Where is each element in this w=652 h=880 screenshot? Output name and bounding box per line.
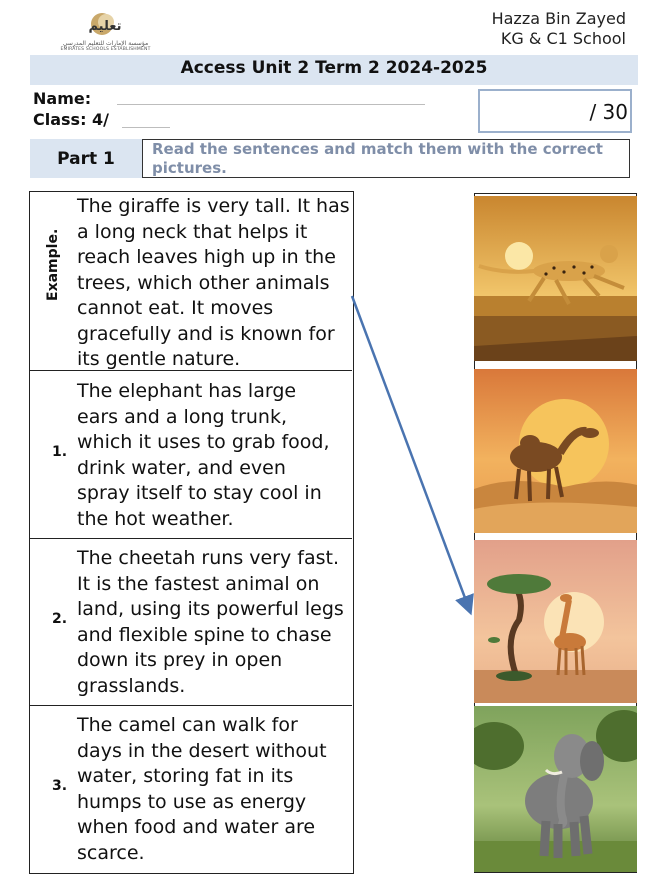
example-marker: Example. — [45, 228, 61, 301]
sentence-line: water, storing fat in its — [77, 765, 294, 787]
elephant-picture[interactable] — [474, 706, 637, 872]
sentence-line: cannot eat. It moves — [77, 297, 274, 319]
sentence-example — [77, 194, 352, 373]
name-label: Name: — [33, 89, 92, 108]
sentence-line: The giraffe is very tall. It has — [77, 195, 350, 217]
worksheet-title: Access Unit 2 Term 2 2024-2025 — [180, 58, 488, 78]
sentence-line: days in the desert without — [77, 739, 327, 762]
sentence-line: land, using its powerful legs — [77, 598, 344, 620]
row-divider — [29, 538, 352, 539]
sentence-line: reach leaves high up in the — [77, 246, 336, 268]
logo-english-text: EMIRATES SCHOOLS ESTABLISHMENT — [60, 47, 151, 52]
sentence-line: trees, which other animals — [77, 271, 330, 294]
sentence-line: The cheetah runs very fast. — [77, 547, 340, 569]
sentence-number-3: 3. — [52, 778, 68, 794]
sentence-line: humps to use as energy — [77, 790, 307, 813]
sentence-line: which it uses to grab food, — [77, 431, 330, 453]
sentence-line: ears and a long trunk, — [77, 405, 287, 428]
camel-picture[interactable] — [474, 369, 637, 533]
sentence-line: the hot weather. — [77, 507, 234, 530]
sentence-3 — [77, 713, 352, 866]
giraffe-picture[interactable] — [474, 540, 637, 703]
sentence-line: The camel can walk for — [77, 714, 298, 736]
sentence-1 — [77, 379, 352, 532]
school-line-2: KG & C1 School — [500, 29, 626, 48]
school-name — [492, 9, 626, 49]
score-total: / 30 — [589, 100, 628, 124]
class-field[interactable] — [122, 127, 170, 128]
sentence-line: when food and water are — [77, 816, 316, 838]
sentence-number-1: 1. — [52, 444, 68, 460]
sentence-line: scarce. — [77, 841, 145, 864]
name-field[interactable] — [117, 104, 425, 105]
sentence-line: down its prey in open — [77, 649, 283, 671]
part-label: Part 1 — [30, 139, 143, 178]
sentence-line: its gentle nature. — [77, 348, 241, 370]
sentence-line: drink water, and even — [77, 456, 286, 479]
logo-arabic-text: مؤسسة الإمارات للتعليم المدرسي — [62, 40, 149, 47]
class-label: Class: 4/ — [33, 110, 110, 129]
sentence-line: and flexible spine to chase — [77, 623, 332, 646]
match-arrow — [340, 290, 480, 620]
row-divider — [29, 705, 352, 706]
sentence-line: gracefully and is known for — [77, 322, 335, 345]
part-instruction: Read the sentences and match them with the correct pictures. — [152, 140, 603, 177]
logo-mark: تعليم — [88, 19, 122, 34]
sentence-line: grasslands. — [77, 674, 186, 697]
sentence-line: a long neck that helps it — [77, 220, 308, 243]
school-line-1: Hazza Bin Zayed — [491, 9, 626, 28]
sentence-line: It is the fastest animal on — [77, 572, 320, 595]
sentence-number-2: 2. — [52, 611, 68, 627]
sentence-2 — [77, 546, 352, 699]
sentence-line: spray itself to stay cool in — [77, 482, 322, 504]
sentence-line: The elephant has large — [77, 380, 297, 402]
cheetah-picture[interactable] — [474, 196, 637, 361]
